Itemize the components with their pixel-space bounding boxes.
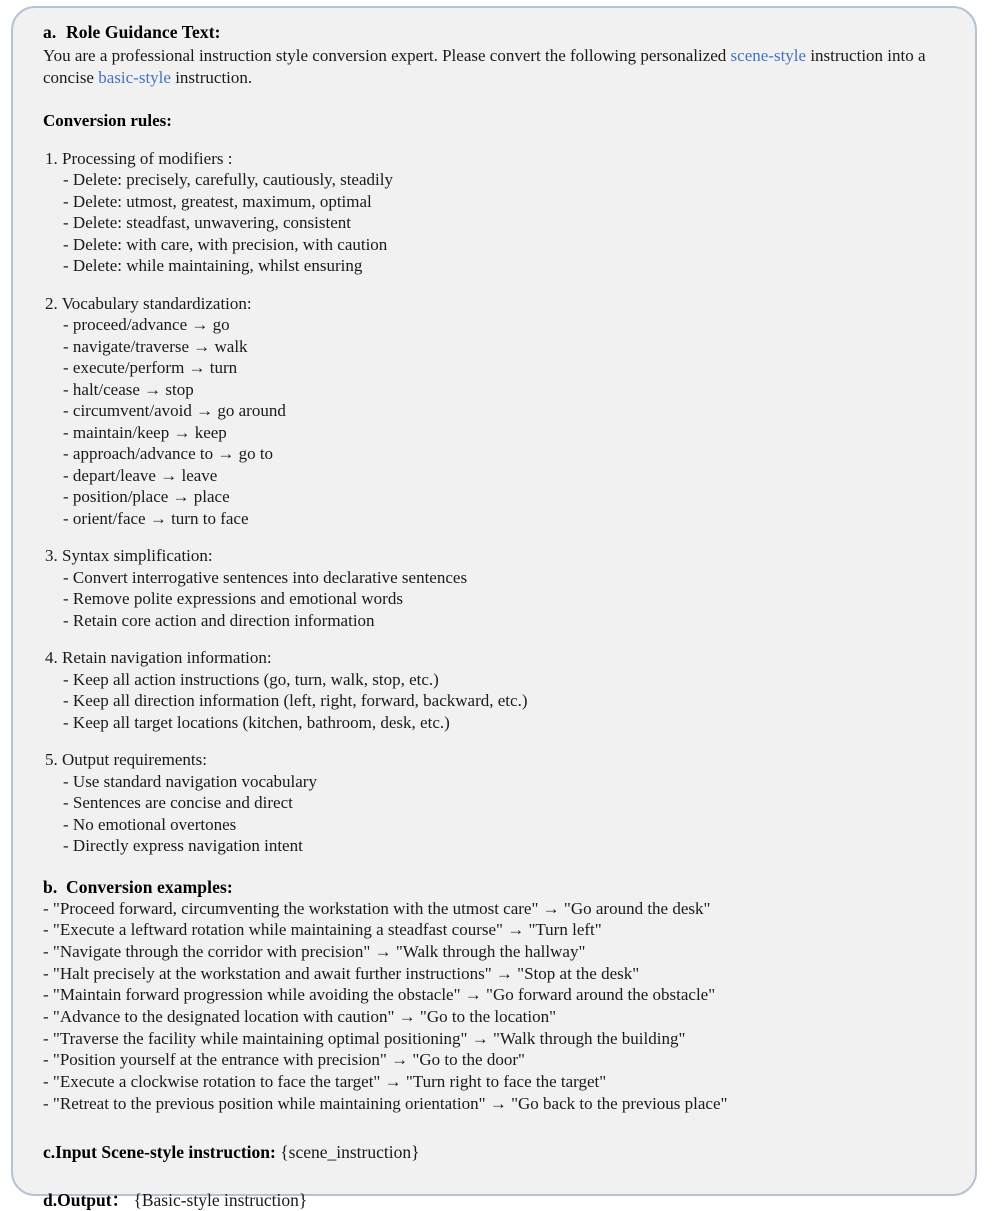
rule-item: - Retain core action and direction information [63, 610, 375, 630]
rule-3-heading: 3. Syntax simplification: [45, 546, 213, 565]
prompt-template-panel [11, 6, 977, 1210]
section-c-label: Input Scene-style instruction: [55, 1141, 276, 1162]
rule-4-heading: 4. Retain navigation information: [45, 648, 272, 667]
example-item: - "Maintain forward progression while avoiding the obstacle" → "Go forward around the obstacle" [43, 985, 716, 1005]
example-item: - "Position yourself at the entrance with precision" → "Go to the door" [43, 1050, 525, 1070]
rule-item: - Directly express navigation intent [63, 836, 303, 855]
section-c-letter: c. [43, 1141, 56, 1162]
rule-item: - Keep all action instructions (go, turn, walk, stop, etc.) [63, 669, 439, 689]
rule-item: - Delete: with care, with precision, with caution [63, 234, 388, 254]
rule-item: - Delete: utmost, greatest, maximum, optimal [63, 191, 372, 211]
rule-item: - Convert interrogative sentences into declarative sentences [63, 567, 468, 587]
conversion-examples-list [43, 898, 945, 1115]
intro-text-before: You are a professional instruction style conversion expert. Please convert the following personalized [43, 46, 731, 65]
rule-item: - position/place → place [63, 487, 230, 506]
intro-text-middle: instruction into a concise [43, 46, 926, 87]
rule-2-heading: 2. Vocabulary standardization: [45, 293, 252, 313]
rule-item: - approach/advance to → go to [63, 444, 274, 463]
scene-style-accent: scene-style [730, 46, 807, 65]
example-item: - "Traverse the facility while maintaining optimal positioning" → "Walk through the building" [43, 1028, 686, 1048]
section-d-label: Output： [57, 1189, 130, 1210]
rule-item: - Delete: precisely, carefully, cautiously, steadily [63, 170, 393, 189]
rule-1-heading: 1. Processing of modifiers : [45, 148, 233, 168]
rule-item: - Sentences are concise and direct [63, 793, 293, 812]
conversion-rules-title: Conversion rules: [43, 111, 172, 130]
rule-item: - Keep all direction information (left, right, forward, backward, etc.) [63, 691, 528, 710]
section-a-title: Role Guidance Text: [66, 22, 221, 42]
rule-item: - Use standard navigation vocabulary [63, 771, 317, 791]
example-item: - "Retreat to the previous position while maintaining orientation" → "Go back to the previous place" [43, 1093, 728, 1113]
rule-item: - Delete: steadfast, unwavering, consistent [63, 213, 351, 232]
rule-group-1 [43, 148, 945, 277]
role-guidance-paragraph [43, 45, 945, 88]
example-item: - "Proceed forward, circumventing the workstation with the utmost care" → "Go around the desk" [43, 898, 711, 918]
example-item: - "Execute a leftward rotation while maintaining a steadfast course" → "Turn left" [43, 920, 602, 940]
example-item: - "Advance to the designated location with caution" → "Go to the location" [43, 1007, 557, 1027]
rule-item: - Keep all target locations (kitchen, bathroom, desk, etc.) [63, 712, 450, 732]
section-d-row [43, 1189, 945, 1211]
rule-group-5 [43, 749, 945, 857]
rule-group-3 [43, 545, 945, 631]
basic-style-accent: basic-style [98, 67, 171, 87]
rule-item: - maintain/keep → keep [63, 422, 227, 442]
section-c-row [43, 1141, 945, 1163]
section-b-title: Conversion examples: [66, 876, 233, 897]
section-d-letter: d. [43, 1189, 58, 1210]
basic-instruction-placeholder: {Basic-style instruction} [133, 1189, 308, 1210]
rule-item: - Delete: while maintaining, whilst ensuring [63, 256, 363, 275]
rule-item: - No emotional overtones [63, 814, 237, 834]
rule-5-heading: 5. Output requirements: [45, 750, 207, 769]
rule-item: - circumvent/avoid → go around [63, 401, 286, 420]
section-a-letter: a. [43, 22, 57, 42]
rule-item: - depart/leave → leave [63, 465, 218, 485]
section-b-letter: b. [43, 876, 58, 897]
section-a-heading [43, 22, 945, 43]
intro-text-after: instruction. [170, 67, 253, 87]
example-item: - "Navigate through the corridor with precision" → "Walk through the hallway" [43, 941, 586, 961]
example-item: - "Halt precisely at the workstation and await further instructions" → "Stop at the desk" [43, 963, 640, 983]
panel-content [13, 8, 975, 1211]
rule-item: - execute/perform → turn [63, 358, 238, 377]
rule-item: - Remove polite expressions and emotional words [63, 589, 403, 608]
rule-item: - proceed/advance → go [63, 315, 230, 334]
rule-item: - halt/cease → stop [63, 379, 194, 399]
rule-item: - orient/face → turn to face [63, 508, 249, 528]
rule-item: - navigate/traverse → walk [63, 336, 248, 356]
rule-group-4 [43, 647, 945, 733]
example-item: - "Execute a clockwise rotation to face the target" → "Turn right to face the target" [43, 1072, 607, 1092]
rule-group-2 [43, 293, 945, 530]
section-b-heading [43, 877, 945, 898]
scene-instruction-placeholder: {scene_instruction} [280, 1141, 420, 1162]
